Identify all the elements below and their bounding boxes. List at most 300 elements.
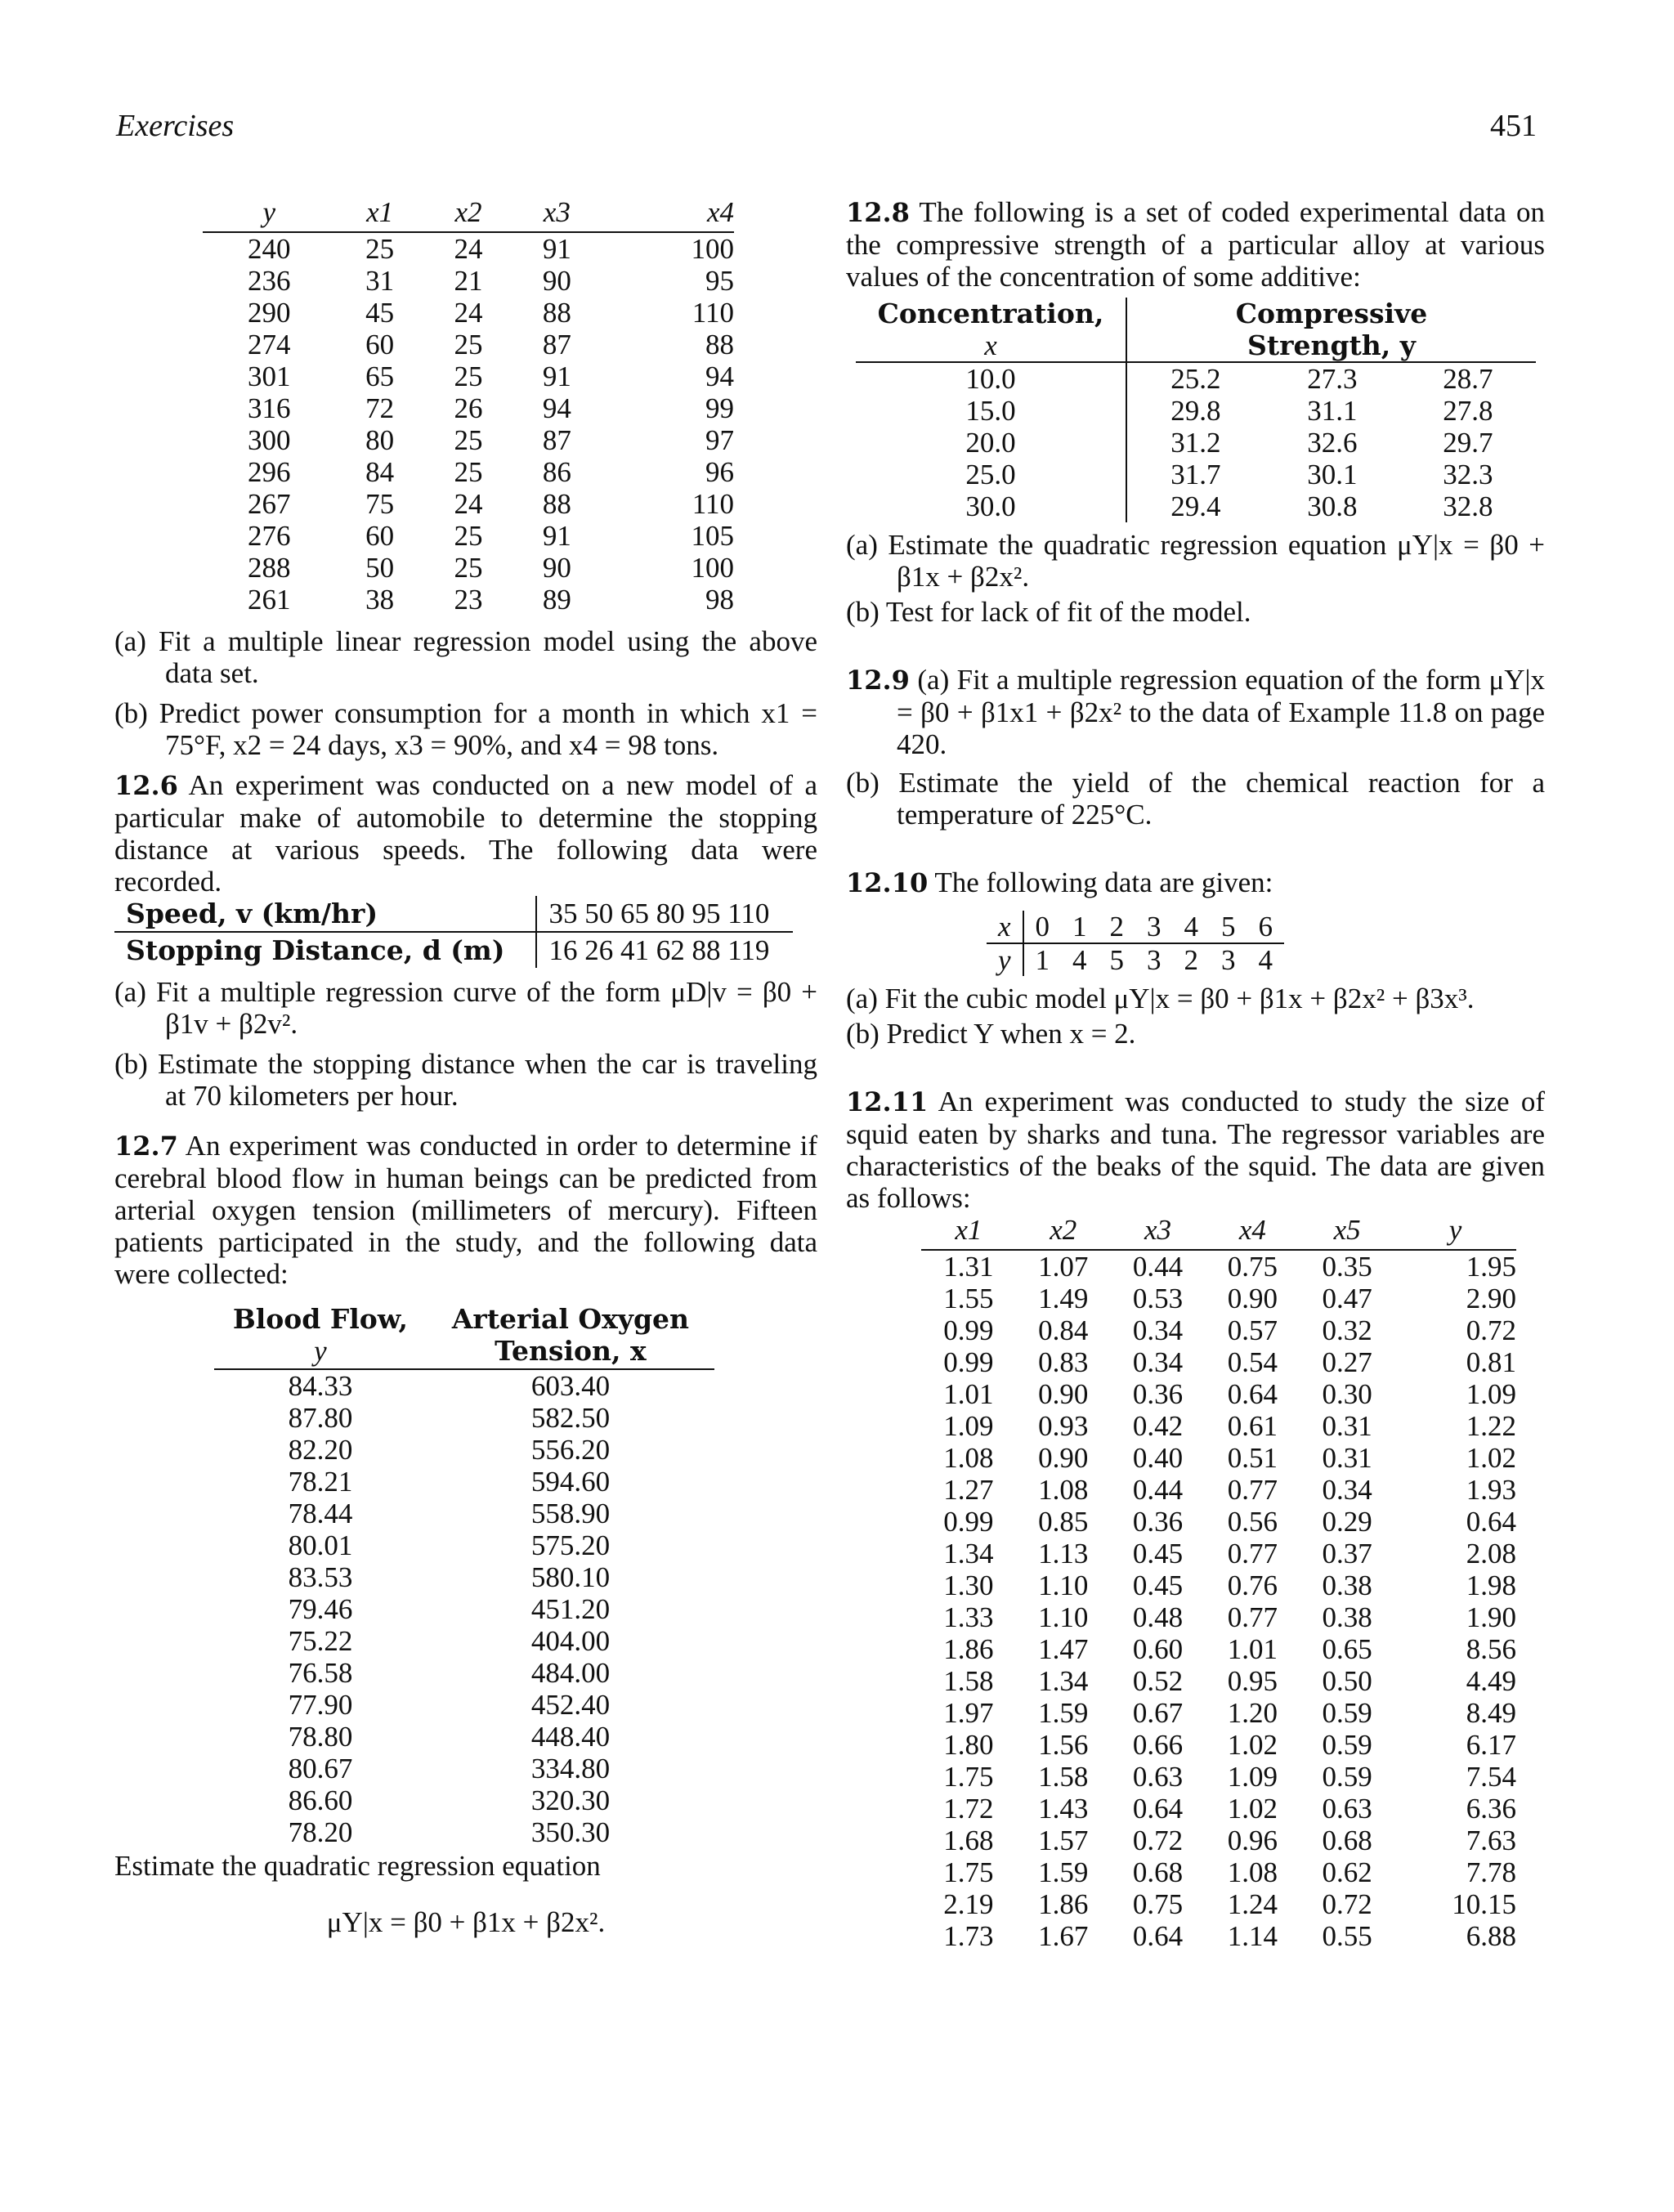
table-row: [203, 424, 734, 456]
table-cell: 0.48: [1132, 1601, 1184, 1633]
strength-header-2: Strength, y: [1247, 329, 1416, 361]
table-cell: 1.80: [943, 1729, 994, 1761]
table-cell: 558.90: [530, 1498, 611, 1529]
x-value: 6: [1258, 911, 1273, 943]
table-cell: 484.00: [530, 1657, 611, 1689]
table-cell: 594.60: [530, 1466, 611, 1498]
column-header: x5: [1300, 1214, 1394, 1250]
table-cell: 0.90: [1227, 1283, 1278, 1314]
table-cell: 603.40: [530, 1370, 611, 1402]
exercise-number: 12.8: [846, 197, 910, 228]
table-row: [921, 1761, 1516, 1793]
table-cell: 80: [365, 424, 395, 456]
column-header: x3: [1111, 1214, 1206, 1250]
table-cell: 0.77: [1227, 1538, 1278, 1569]
concentration-var: x: [856, 329, 1126, 362]
table-cell: 1.01: [1227, 1633, 1278, 1665]
table-cell: 15.0: [856, 395, 1126, 427]
table-cell: 0.83: [1038, 1346, 1089, 1378]
table-row: [203, 265, 734, 297]
table-row: [921, 1506, 1516, 1538]
table-cell: 0.65: [1322, 1633, 1372, 1665]
table-row: [921, 1538, 1516, 1569]
table-cell: 0.52: [1132, 1665, 1184, 1697]
ex-12-7-closing: Estimate the quadratic regression equation: [114, 1850, 601, 1882]
table-cell: 29.8: [1170, 395, 1221, 427]
table-cell: 0.44: [1132, 1474, 1184, 1506]
table-row: [203, 297, 734, 329]
table-cell: 98: [705, 584, 734, 616]
table-cell: 1.22: [1466, 1410, 1516, 1442]
column-header: x4: [601, 196, 734, 232]
ex-12-11-statement: [846, 1086, 1545, 1214]
table-row: [214, 1657, 714, 1689]
ex-12-10-text: The following data are given:: [934, 866, 1273, 898]
y-value: 3: [1147, 944, 1162, 976]
table-cell: 0.85: [1038, 1506, 1089, 1538]
table-cell: 1.09: [943, 1410, 994, 1442]
table-row: [214, 1753, 714, 1784]
table-cell: 1.56: [1038, 1729, 1089, 1761]
table-cell: 1.86: [1038, 1888, 1089, 1920]
exercise-number: 12.11: [846, 1086, 929, 1117]
table-row: [921, 1665, 1516, 1697]
table-cell: 25: [454, 424, 483, 456]
y-row: [987, 943, 1284, 976]
speed-values: 35 50 65 80 95 110: [548, 898, 770, 929]
table-cell: 89: [542, 584, 571, 616]
table-cell: 25.2: [1170, 363, 1221, 395]
table-cell: 45: [365, 297, 395, 329]
table-cell: 87: [542, 424, 571, 456]
table-cell: 0.77: [1227, 1601, 1278, 1633]
table-cell: 0.31: [1322, 1442, 1372, 1474]
table-cell: 0.64: [1466, 1506, 1516, 1538]
table-cell: 1.24: [1227, 1888, 1278, 1920]
ex-12-7-statement: [114, 1130, 817, 1290]
table-cell: 575.20: [530, 1529, 611, 1561]
table-body: [203, 232, 734, 616]
table-cell: 0.38: [1322, 1601, 1372, 1633]
table-cell: 25.0: [856, 459, 1126, 490]
table-cell: 0.56: [1227, 1506, 1278, 1538]
table-row: [856, 362, 1536, 395]
y-value: 4: [1072, 944, 1087, 976]
table-12-8: [856, 298, 1536, 522]
table-row: [921, 1729, 1516, 1761]
table-cell: 320.30: [530, 1784, 611, 1816]
table-cell: 1.08: [1227, 1856, 1278, 1888]
column-header: x3: [512, 196, 601, 232]
table-cell: 0.81: [1466, 1346, 1516, 1378]
table-cell: 0.30: [1322, 1378, 1372, 1410]
table-row: [214, 1721, 714, 1753]
table-cell: 99: [705, 392, 734, 424]
table-row: [203, 520, 734, 552]
table-cell: 267: [248, 488, 291, 520]
table-cell: 50: [365, 552, 395, 584]
table-cell: 1.20: [1227, 1697, 1278, 1729]
table-row: [921, 1410, 1516, 1442]
table-cell: 0.68: [1322, 1825, 1372, 1856]
table-cell: 97: [705, 424, 734, 456]
table-cell: 0.45: [1132, 1538, 1184, 1569]
table-12-7: [214, 1303, 714, 1848]
table-cell: 261: [248, 584, 291, 616]
ex-12-9-part-b: (b) Estimate the yield of the chemical reaction for a temperature of 225°C.: [846, 767, 1545, 831]
table-row: [214, 1784, 714, 1816]
table-cell: 76.58: [288, 1657, 353, 1689]
table-cell: 0.31: [1322, 1410, 1372, 1442]
page-number: 451: [1490, 109, 1537, 143]
table-cell: 8.56: [1466, 1633, 1516, 1665]
distance-label: Stopping Distance, d (m): [114, 932, 536, 968]
x-value: 5: [1221, 911, 1236, 943]
table-cell: 0.34: [1132, 1346, 1184, 1378]
oxygen-header-2: Tension, x: [495, 1335, 647, 1367]
ex-12-6-statement: [114, 769, 817, 898]
table-cell: 88: [705, 329, 734, 360]
table-cell: 452.40: [530, 1689, 611, 1721]
ex-12-10-part-b: (b) Predict Y when x = 2.: [846, 1018, 1136, 1050]
table-cell: 78.44: [288, 1498, 353, 1529]
running-head: Exercises: [116, 109, 235, 143]
table-row: [214, 1625, 714, 1657]
table-cell: 94: [542, 392, 571, 424]
y-label: y: [987, 943, 1023, 976]
ex-12-8-text: The following is a set of coded experimental data on the compressive strength of a particular alloy at various values of the concentration of some additive:: [846, 196, 1545, 293]
table-cell: 0.64: [1227, 1378, 1278, 1410]
ex-12-8-part-b: (b) Test for lack of fit of the model.: [846, 596, 1251, 628]
table-cell: 82.20: [288, 1434, 353, 1466]
table-row: [921, 1346, 1516, 1378]
table-cell: 0.93: [1038, 1410, 1089, 1442]
table-cell: 31.7: [1170, 459, 1221, 490]
table-cell: 110: [692, 488, 734, 520]
table-cell: 0.51: [1227, 1442, 1278, 1474]
column-header: x4: [1205, 1214, 1300, 1250]
table-cell: 0.32: [1322, 1314, 1372, 1346]
table-cell: 23: [454, 584, 483, 616]
right-column: [846, 196, 1545, 1952]
table-cell: 1.59: [1038, 1856, 1089, 1888]
table-cell: 236: [248, 265, 291, 297]
table-cell: 6.88: [1466, 1920, 1516, 1952]
table-cell: 28.7: [1443, 363, 1493, 395]
table-row: [921, 1825, 1516, 1856]
table-cell: 7.54: [1466, 1761, 1516, 1793]
table-cell: 1.31: [943, 1251, 994, 1283]
table-cell: 86.60: [288, 1784, 353, 1816]
x-row: [987, 911, 1284, 943]
table-cell: 30.0: [856, 490, 1126, 522]
table-cell: 556.20: [530, 1434, 611, 1466]
table-cell: 80.01: [288, 1529, 353, 1561]
table-row: [856, 427, 1536, 459]
table-12-6: [114, 896, 793, 968]
table-row: [921, 1633, 1516, 1665]
table-cell: 1.49: [1038, 1283, 1089, 1314]
table-cell: 0.59: [1322, 1761, 1372, 1793]
table-cell: 78.21: [288, 1466, 353, 1498]
table-cell: 0.77: [1227, 1474, 1278, 1506]
table-cell: 29.4: [1170, 490, 1221, 522]
strength-header: Compressive: [1235, 298, 1428, 329]
table-row: [214, 1466, 714, 1498]
table-cell: 1.07: [1038, 1251, 1089, 1283]
table-cell: 1.14: [1227, 1920, 1278, 1952]
table-cell: 1.43: [1038, 1793, 1089, 1825]
table-cell: 88: [542, 297, 571, 329]
table-cell: 0.40: [1132, 1442, 1184, 1474]
table-cell: 0.59: [1322, 1697, 1372, 1729]
table-cell: 91: [542, 520, 571, 552]
table-cell: 80.67: [288, 1753, 353, 1784]
table-row: [921, 1442, 1516, 1474]
table-cell: 1.95: [1466, 1251, 1516, 1283]
table-row: [921, 1283, 1516, 1314]
table-cell: 0.75: [1227, 1251, 1278, 1283]
table-cell: 1.13: [1038, 1538, 1089, 1569]
ex-12-7-equation: μY|x = β0 + β1x + β2x².: [326, 1906, 606, 1938]
table-cell: 0.45: [1132, 1569, 1184, 1601]
table-cell: 10.15: [1452, 1888, 1516, 1920]
ex-12-8-statement: [846, 196, 1545, 293]
table-cell: 0.99: [943, 1314, 994, 1346]
table-cell: 94: [705, 360, 734, 392]
table-row: [203, 232, 734, 265]
table-cell: 0.68: [1132, 1856, 1184, 1888]
table-cell: 0.96: [1227, 1825, 1278, 1856]
table-cell: 0.36: [1132, 1506, 1184, 1538]
table-cell: 25: [454, 520, 483, 552]
table-row: [856, 490, 1536, 522]
table-cell: 288: [248, 552, 291, 584]
table-row: [203, 456, 734, 488]
table-cell: 1.72: [943, 1793, 994, 1825]
table-cell: 60: [365, 329, 395, 360]
table-row: [214, 1593, 714, 1625]
table-cell: 77.90: [288, 1689, 353, 1721]
table-cell: 0.99: [943, 1346, 994, 1378]
table-cell: 1.86: [943, 1633, 994, 1665]
table-cell: 8.49: [1466, 1697, 1516, 1729]
table-cell: 0.75: [1132, 1888, 1184, 1920]
table-cell: 100: [691, 233, 734, 265]
table-cell: 1.67: [1038, 1920, 1089, 1952]
table-row: [203, 552, 734, 584]
table-cell: 0.64: [1132, 1793, 1184, 1825]
table-cell: 96: [705, 456, 734, 488]
table-row: [856, 395, 1536, 427]
table-cell: 1.02: [1466, 1442, 1516, 1474]
table-body: [214, 1369, 714, 1848]
table-cell: 31.2: [1170, 427, 1221, 459]
table-cell: 404.00: [530, 1625, 611, 1657]
table-cell: 0.54: [1227, 1346, 1278, 1378]
ex-12-9-part-a-text: (a) Fit a multiple regression equation of the form μY|x = β0 + β1x1 + β2x² to the data of Example 11.8 on page 420.: [897, 664, 1546, 760]
table-cell: 1.34: [943, 1538, 994, 1569]
table-cell: 91: [542, 360, 571, 392]
table-cell: 30.1: [1307, 459, 1358, 490]
x-value: 4: [1184, 911, 1199, 943]
table-row: [214, 1434, 714, 1466]
table-row: [921, 1314, 1516, 1346]
table-cell: 60: [365, 520, 395, 552]
table-cell: 32.3: [1443, 459, 1493, 490]
table-cell: 10.0: [856, 362, 1126, 395]
column-header: y: [1394, 1214, 1516, 1250]
table-cell: 38: [365, 584, 395, 616]
table-row: [921, 1378, 1516, 1410]
table-cell: 0.61: [1227, 1410, 1278, 1442]
table-cell: 0.72: [1322, 1888, 1372, 1920]
table-row: [921, 1569, 1516, 1601]
table-cell: 0.55: [1322, 1920, 1372, 1952]
table-row: [921, 1888, 1516, 1920]
table-cell: 87: [542, 329, 571, 360]
table-12-5: [203, 196, 734, 616]
table-cell: 0.36: [1132, 1378, 1184, 1410]
ex-12-8-part-a: (a) Estimate the quadratic regression equation μY|x = β0 + β1x + β2x².: [846, 529, 1545, 593]
table-cell: 90: [542, 265, 571, 297]
speed-label: Speed, v (km/hr): [114, 896, 536, 932]
table-cell: 78.20: [288, 1816, 353, 1848]
table-cell: 1.08: [1038, 1474, 1089, 1506]
table-cell: 0.59: [1322, 1729, 1372, 1761]
ex-12-11-text: An experiment was conducted to study the size of squid eaten by sharks and tuna. The regressor variables are characteristics of the beaks of the squid. The data are given as follows:: [846, 1086, 1545, 1214]
table-cell: 1.73: [943, 1920, 994, 1952]
table-row: [921, 1697, 1516, 1729]
column-header: x2: [1016, 1214, 1111, 1250]
y-value: 4: [1258, 944, 1273, 976]
table-cell: 1.90: [1466, 1601, 1516, 1633]
table-cell: 27.8: [1443, 395, 1493, 427]
table-cell: 0.84: [1038, 1314, 1089, 1346]
table-12-10: [987, 911, 1284, 976]
column-header: y: [203, 196, 336, 232]
table-cell: 1.08: [943, 1442, 994, 1474]
table-cell: 1.55: [943, 1283, 994, 1314]
column-header: x1: [921, 1214, 1016, 1250]
table-cell: 1.30: [943, 1569, 994, 1601]
distance-values: 16 26 41 62 88 119: [548, 934, 770, 966]
table-row: [921, 1920, 1516, 1952]
table-cell: 2.08: [1466, 1538, 1516, 1569]
table-cell: 316: [248, 392, 291, 424]
table-cell: 25: [454, 360, 483, 392]
y-value: 2: [1184, 944, 1199, 976]
y-value: 5: [1109, 944, 1125, 976]
table-header-row: [203, 196, 734, 232]
table-cell: 1.97: [943, 1697, 994, 1729]
table-cell: 79.46: [288, 1593, 353, 1625]
x-value: 0: [1035, 911, 1050, 943]
table-cell: 1.09: [1227, 1761, 1278, 1793]
column-header: x1: [336, 196, 424, 232]
table-row: [921, 1856, 1516, 1888]
table-cell: 65: [365, 360, 395, 392]
ex-12-5-part-b: (b) Predict power consumption for a month in which x1 = 75°F, x2 = 24 days, x3 = 90%, and x4 = 98 tons.: [114, 697, 817, 761]
table-row: [214, 1369, 714, 1402]
table-cell: 0.62: [1322, 1856, 1372, 1888]
table-row: [214, 1816, 714, 1848]
x-value: 3: [1147, 911, 1162, 943]
table-cell: 0.66: [1132, 1729, 1184, 1761]
table-cell: 20.0: [856, 427, 1126, 459]
left-column: [114, 196, 817, 1938]
table-row: [203, 584, 734, 616]
table-row: [203, 360, 734, 392]
table-cell: 1.57: [1038, 1825, 1089, 1856]
table-cell: 0.63: [1322, 1793, 1372, 1825]
exercise-number: 12.7: [114, 1131, 178, 1162]
table-cell: 24: [454, 233, 483, 265]
table-cell: 6.17: [1466, 1729, 1516, 1761]
table-cell: 32.8: [1443, 490, 1493, 522]
table-cell: 31.1: [1307, 395, 1358, 427]
table-cell: 0.35: [1322, 1251, 1372, 1283]
table-cell: 0.90: [1038, 1442, 1089, 1474]
table-cell: 0.29: [1322, 1506, 1372, 1538]
table-cell: 6.36: [1466, 1793, 1516, 1825]
table-cell: 1.47: [1038, 1633, 1089, 1665]
x-label: x: [987, 911, 1023, 943]
table-cell: 451.20: [530, 1593, 611, 1625]
table-body: [921, 1250, 1516, 1952]
table-cell: 1.02: [1227, 1729, 1278, 1761]
table-cell: 0.64: [1132, 1920, 1184, 1952]
table-cell: 1.02: [1227, 1793, 1278, 1825]
ex-12-10-statement: [846, 866, 1545, 899]
table-cell: 95: [705, 265, 734, 297]
table-cell: 300: [248, 424, 291, 456]
table-cell: 0.72: [1466, 1314, 1516, 1346]
table-row: [214, 1402, 714, 1434]
table-cell: 25: [365, 233, 395, 265]
table-cell: 78.80: [288, 1721, 353, 1753]
table-cell: 27.3: [1307, 363, 1358, 395]
table-cell: 0.67: [1132, 1697, 1184, 1729]
table-cell: 110: [692, 297, 734, 329]
table-row: [203, 329, 734, 360]
table-row: [214, 1561, 714, 1593]
table-cell: 0.57: [1227, 1314, 1278, 1346]
table-row: [921, 1793, 1516, 1825]
table-cell: 0.42: [1132, 1410, 1184, 1442]
x-value: 2: [1109, 911, 1125, 943]
table-cell: 26: [454, 392, 483, 424]
table-cell: 29.7: [1443, 427, 1493, 459]
table-cell: 1.93: [1466, 1474, 1516, 1506]
table-cell: 1.58: [1038, 1761, 1089, 1793]
table-cell: 0.63: [1132, 1761, 1184, 1793]
table-cell: 25: [454, 329, 483, 360]
ex-12-9-part-a: [846, 664, 1545, 760]
table-row: [921, 1250, 1516, 1283]
table-cell: 1.33: [943, 1601, 994, 1633]
table-cell: 0.76: [1227, 1569, 1278, 1601]
table-cell: 84.33: [288, 1370, 353, 1402]
table-row: [214, 1689, 714, 1721]
table-cell: 105: [691, 520, 734, 552]
ex-12-7-text: An experiment was conducted in order to determine if cerebral blood flow in human beings can be predicted from arterial oxygen tension (millimeters of mercury). Fifteen patients participated in the study, and the following data were collected:: [114, 1130, 817, 1290]
table-cell: 7.78: [1466, 1856, 1516, 1888]
table-cell: 0.60: [1132, 1633, 1184, 1665]
table-cell: 72: [365, 392, 395, 424]
table-cell: 0.38: [1322, 1569, 1372, 1601]
ex-12-6-part-b: (b) Estimate the stopping distance when the car is traveling at 70 kilometers per hour.: [114, 1048, 817, 1112]
